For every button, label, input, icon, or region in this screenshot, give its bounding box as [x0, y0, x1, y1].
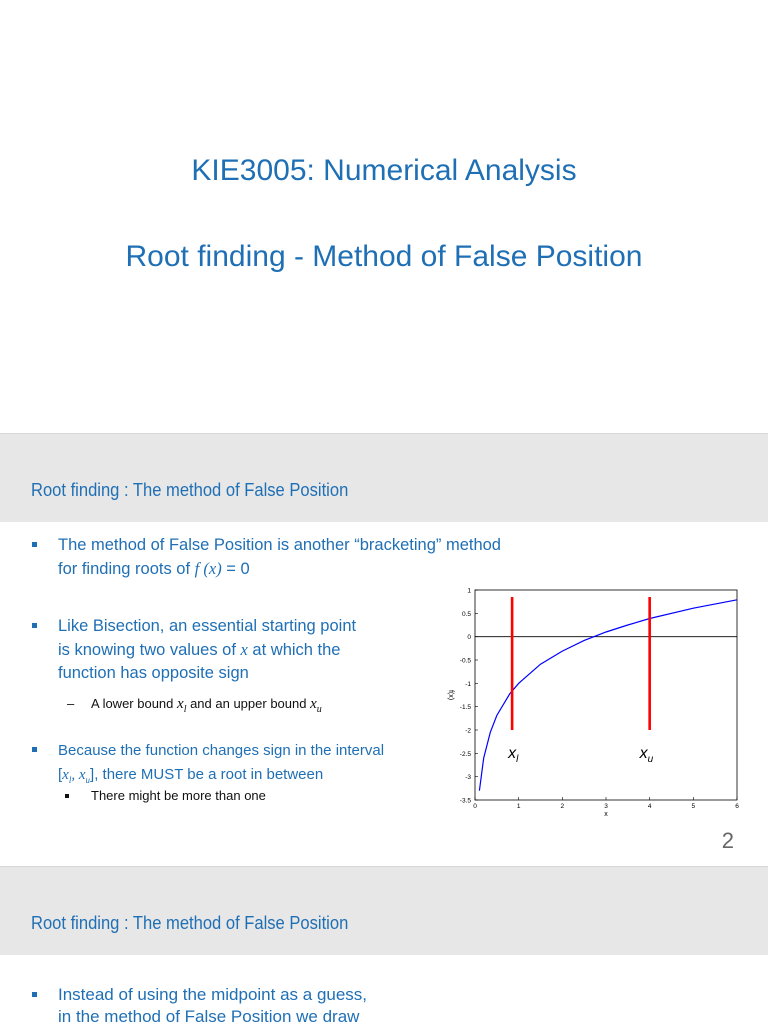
y-tick-label: 0.5 — [461, 610, 471, 618]
slide-header-title: Root finding : The method of False Position — [31, 913, 349, 933]
slide-header-title: Root finding : The method of False Position — [31, 480, 349, 500]
y-tick-label: -2 — [465, 727, 471, 735]
page-number: 2 — [721, 828, 734, 853]
slide-header-band — [0, 434, 768, 522]
course-title: KIE3005: Numerical Analysis — [191, 154, 577, 187]
y-tick-label: -1 — [465, 680, 471, 688]
sub-bullet-bounds: – A lower bound $x_l$ and an upper bound $x_u$ — [67, 696, 322, 715]
y-axis-label: f(x) — [447, 689, 454, 701]
bullet-square-icon — [65, 794, 69, 798]
y-tick-label: -1.5 — [459, 704, 471, 712]
slide-header-band — [0, 867, 768, 955]
bullet-square-icon — [32, 623, 37, 628]
title-slide — [0, 0, 768, 432]
bound-label-xl: $x_l$ — [508, 745, 519, 765]
bullet-starting-point: Like Bisection, an essential starting point is knowing two values of x at which the function has opposite sign — [58, 615, 356, 685]
plot-axes-box — [475, 590, 737, 800]
bullet-square-icon — [32, 992, 37, 997]
x-tick-label: 2 — [560, 803, 565, 810]
y-tick-label: -3.5 — [459, 797, 471, 805]
x-tick-label: 3 — [604, 803, 608, 810]
y-tick-label: 0 — [467, 634, 471, 642]
bullet-square-icon — [32, 542, 37, 547]
y-tick-label: -0.5 — [459, 657, 471, 665]
content-slide-2 — [0, 433, 768, 866]
bullet-bracketing: The method of False Position is another “bracketing” method for finding roots of f (x) = 0 — [58, 534, 501, 581]
bullet-midpoint: Instead of using the midpoint as a guess, in the method of False Position we draw — [58, 984, 367, 1025]
x-tick-label: 0 — [473, 803, 477, 810]
bullet-square-icon — [32, 747, 37, 752]
dash-icon: – — [67, 696, 75, 711]
x-tick-label: 5 — [691, 803, 696, 810]
y-tick-label: -3 — [465, 774, 471, 782]
x-tick-label: 1 — [516, 803, 521, 810]
y-tick-label: -2.5 — [459, 750, 471, 758]
topic-title: Root finding - Method of False Position — [125, 240, 643, 273]
x-tick-label: 4 — [647, 803, 652, 810]
bound-label-xu: $x_u$ — [639, 745, 654, 765]
content-slide-3 — [0, 866, 768, 1025]
y-tick-label: 1 — [467, 587, 471, 595]
bullet-sign-change: Because the function changes sign in the interval [$x_l$, $x_u$], there MUST be a root in between — [58, 739, 384, 792]
x-axis-label: x — [604, 811, 608, 818]
sub-bullet-more-than-one: There might be more than one — [91, 788, 266, 803]
x-tick-label: 6 — [735, 803, 739, 810]
function-plot — [425, 582, 755, 827]
